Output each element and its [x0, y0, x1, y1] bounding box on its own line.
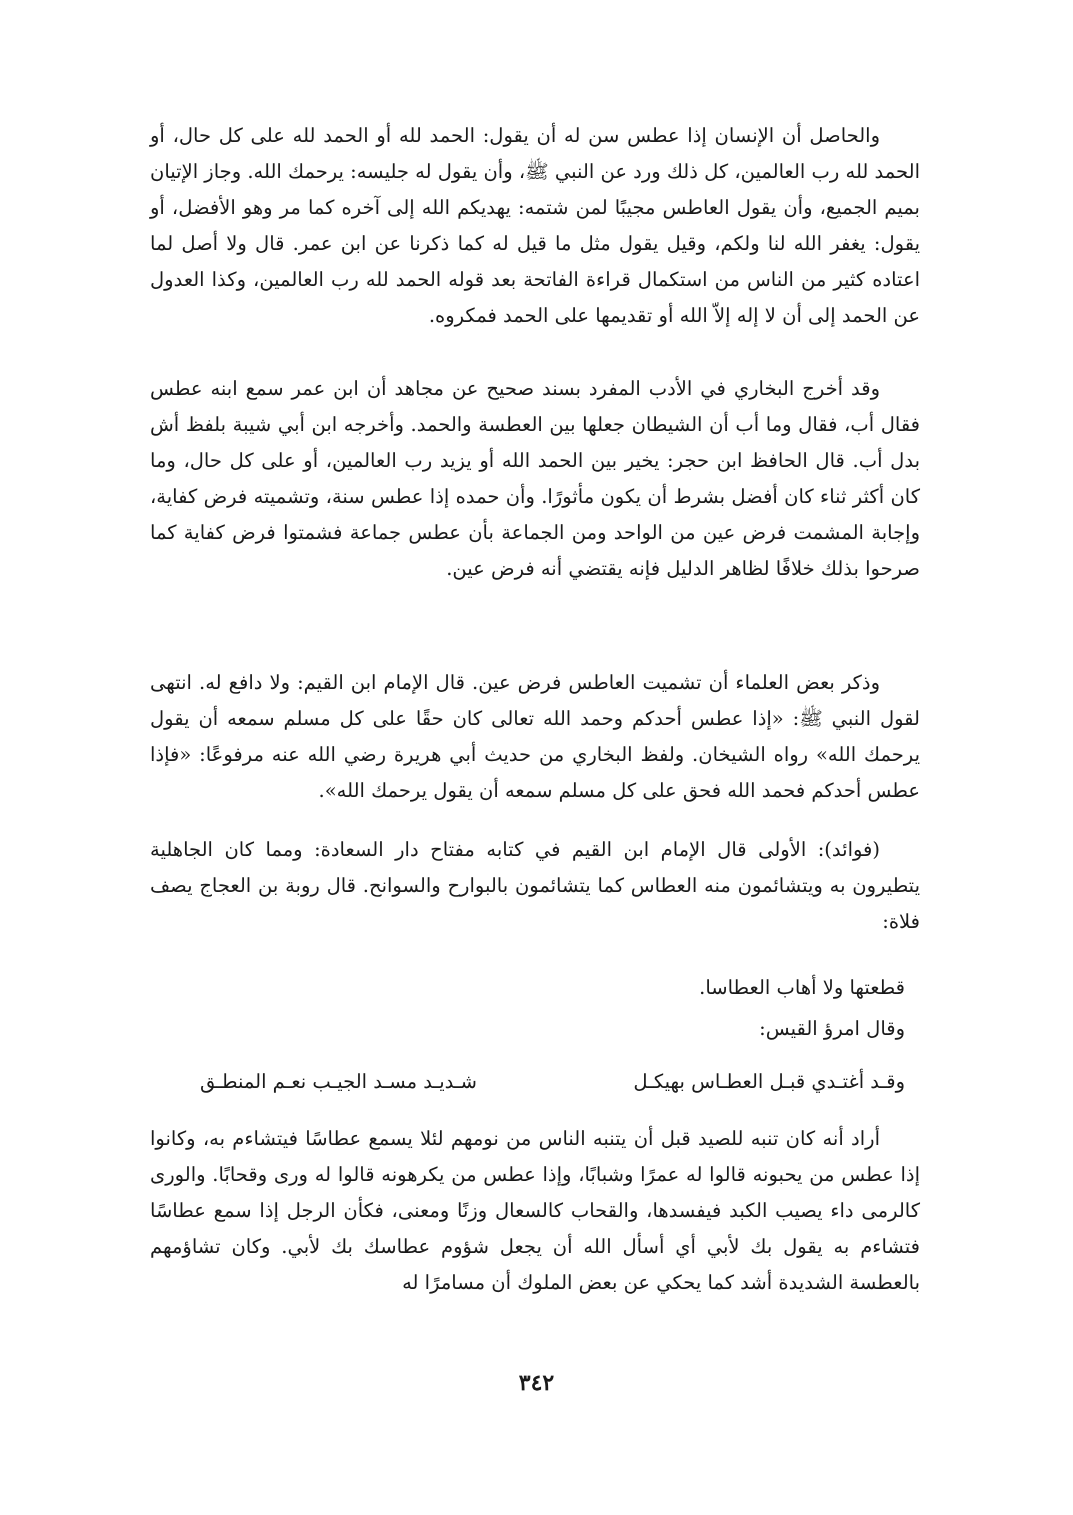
verse-second-hemistich: شـديـد مسـد الجيـب نعـم المنطـق [200, 1070, 477, 1093]
paragraph-5-text: أراد أنه كان تنبه للصيد قبل أن يتنبه الناس من نومهم لئلا يسمع عطاسًا فيتشاءم به، وكانوا إذا عطس من يحبونه قالوا له عمرًا وشبابًا، وإذا عطس من يكرهونه قالوا له ورى وقحابًا. والورى كالرمى داء يصيب الكبد فيفسدها، والقحاب كالسعال وزنًا ومعنى، فكأن الرجل إذا سمع عطاسًا فتشاءم به يقول بك لأبي أي أسأل الله أن يجعل شؤوم عطاسك بك لأبي. وكان تشاؤمهم بالعطسة الشديدة أشد كما يحكي عن بعض الملوك أن مسامرًا له [150, 1127, 920, 1294]
verse-first-hemistich: وقـد أغتـدي قبـل العطـاس بهيكـل [633, 1070, 905, 1093]
paragraph-5 [150, 1121, 920, 1301]
paragraph-1-text: والحاصل أن الإنسان إذا عطس سن له أن يقول: الحمد لله أو الحمد لله على كل حال، أو الحمد لله رب العالمين، كل ذلك ورد عن النبي ﷺ، وأن يقول له جليسه: يرحمك الله. وجاز الإتيان بميم الجميع، وأن يقول العاطس مجيبًا لمن شتمه: يهديكم الله إلى آخره كما مر وهو الأفضل، أو يقول: يغفر الله لنا ولكم، وقيل يقول مثل ما قيل له كما ذكرنا عن ابن عمر. قال ولا أصل لما اعتاده كثير من الناس من استكمال قراءة الفاتحة بعد قوله الحمد لله رب العالمين، وكذا العدول عن الحمد إلى أن لا إله إلاّ الله أو تقديمها على الحمد فمكروه. [150, 124, 920, 327]
paragraph-3 [150, 665, 920, 809]
paragraph-4 [150, 832, 920, 940]
paragraph-1 [150, 118, 920, 334]
quoted-verse-line: قطعتها ولا أهاب العطاسا. [699, 976, 905, 999]
poet-attribution: وقال امرؤ القيس: [759, 1017, 905, 1040]
paragraph-3-text: وذكر بعض العلماء أن تشميت العاطس فرض عين. قال الإمام ابن القيم: ولا دافع له. انتهى لقول النبي ﷺ: «إذا عطس أحدكم وحمد الله تعالى كان حقًا على كل مسلم سمعه أن يقول يرحمك الله» رواه الشيخان. ولفظ البخاري من حديث أبي هريرة رضي الله عنه مرفوعًا: «فإذا عطس أحدكم فحمد الله فحق على كل مسلم سمعه أن يقول يرحمك الله». [150, 671, 920, 802]
paragraph-2-text: وقد أخرج البخاري في الأدب المفرد بسند صحيح عن مجاهد أن ابن عمر سمع ابنه عطس فقال أب، فقال وما أب أن الشيطان جعلها بين العطسة والحمد. وأخرجه ابن أبي شيبة بلفظ أش بدل أب. قال الحافظ ابن حجر: يخير بين الحمد الله أو يزيد رب العالمين، أو على كل حال، وما كان أكثر ثناء كان أفضل بشرط أن يكون مأثورًا. وأن حمده إذا عطس سنة، وتشميته فرض كفاية، وإجابة المشمت فرض عين من الواحد ومن الجماعة بأن عطس جماعة فشمتوا فرض كفاية كما صرحوا بذلك خلافًا لظاهر الدليل فإنه يقتضي أنه فرض عين. [150, 377, 920, 580]
page-number: ٣٤٢ [518, 1370, 555, 1396]
paragraph-2 [150, 371, 920, 587]
paragraph-4-text: (فوائد): الأولى قال الإمام ابن القيم في كتابه مفتاح دار السعادة: ومما كان الجاهلية يتطيرون به ويتشائمون منه العطاس كما يتشائمون بالبوارح والسوانح. قال روبة بن العجاج يصف فلاة: [150, 838, 920, 933]
